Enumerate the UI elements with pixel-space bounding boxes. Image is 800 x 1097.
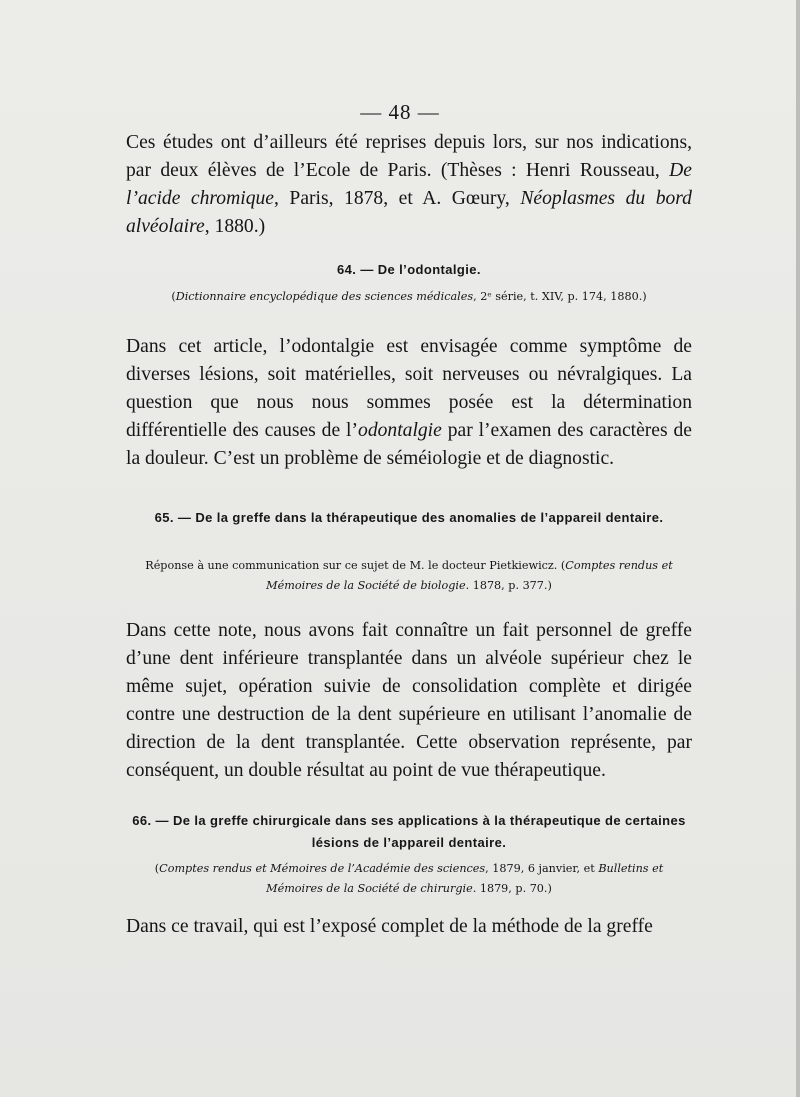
intro-paragraph: Ces études ont d’ailleurs été reprises depuis lors, sur nos indications, par deux élèves de l’Ecole de Paris. (Thèses : Henri Rousseau, De l’acide chromique, Paris, 1878, et A. Gœury, Néoplasmes du bord alvéolaire, 1880.) [126, 132, 692, 237]
section-65-citation: Réponse à une communication sur ce sujet de M. le docteur Pietkiewicz. (Comptes rendus et Mémoires de la Société de biologie. 1878, p. 377.) [145, 559, 673, 592]
section-66-paragraph: Dans ce travail, qui est l’exposé complet de la méthode de la greffe [126, 916, 653, 937]
section-65-body [126, 617, 692, 785]
page-edge-shadow [796, 0, 800, 1097]
intro-paragraph-block [126, 129, 692, 241]
section-64-paragraph: Dans cet article, l’odontalgie est envisagée comme symptôme de diverses lésions, soit matérielles, soit nerveuses ou névralgiques. La question que nous nous sommes posée est la détermination différentielle des causes de l’odontalgie par l’examen des caractères de la douleur. C’est un problème de séméiologie et de diagnostic. [126, 336, 692, 469]
section-66-citation: (Comptes rendus et Mémoires de l’Académie des sciences, 1879, 6 janvier, et Bulletins et Mémoires de la Société de chirurgie. 1879, p. 70.) [154, 862, 664, 895]
section-65-paragraph: Dans cette note, nous avons fait connaître un fait personnel de greffe d’une dent inférieure transplantée dans un alvéole supérieur chez le même sujet, opération suivie de consolidation complète et dirigée contre une destruction de la dent supérieure en utilisant l’anomalie de direction de la dent transplantée. Cette observation représente, par conséquent, un double résultat au point de vue thérapeutique. [126, 620, 692, 781]
page-number: — 48 — [360, 100, 440, 124]
section-64-citation: (Dictionnaire encyclopédique des sciences médicales, 2ᵉ série, t. XIV, p. 174, 1880.) [171, 290, 647, 303]
section-66-body [126, 913, 692, 941]
section-66-heading: 66. — De la greffe chirurgicale dans ses applications à la thérapeutique de certaines lésions de l’appareil dentaire. [132, 813, 686, 850]
section-64-heading: 64. — De l’odontalgie. [337, 262, 481, 277]
section-65-heading: 65. — De la greffe dans la thérapeutique des anomalies de l’appareil dentaire. [154, 510, 664, 525]
section-64-body [126, 333, 692, 473]
